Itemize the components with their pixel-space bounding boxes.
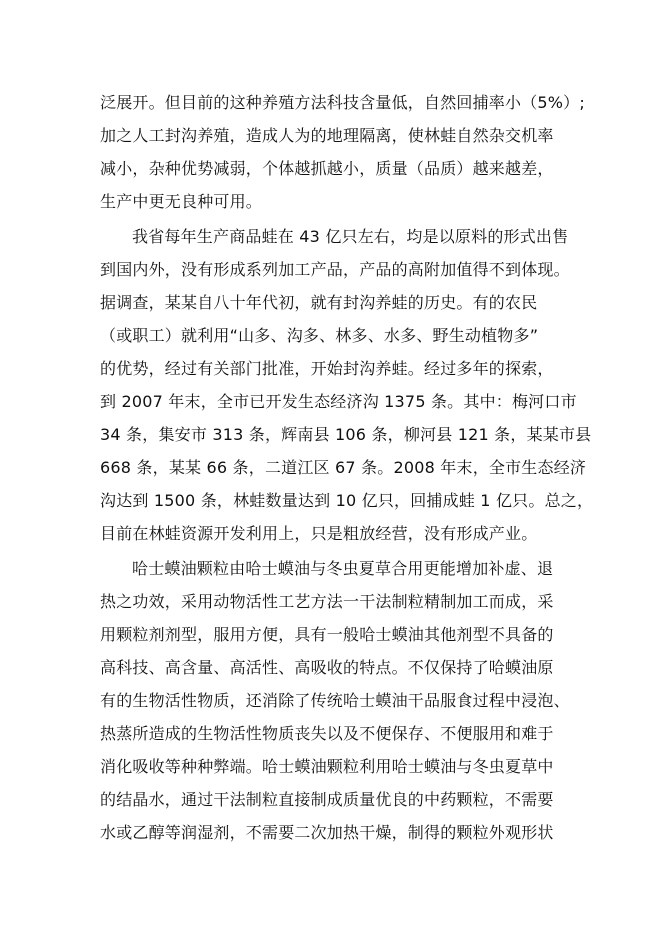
text-line: 34 条，集安市 313 条，辉南县 106 条，柳河县 121 条，某某市县: [100, 425, 592, 444]
text-line: 高科技、高含量、高活性、高吸收的特点。不仅保持了哈蟆油原: [100, 658, 554, 677]
text-line: 生产中更无良种可用。: [100, 192, 263, 211]
text-line: 泛展开。但目前的这种养殖方法科技含量低，自然回捕率小（5%）;: [100, 93, 585, 112]
text-line: 沟达到 1500 条，林蛙数量达到 10 亿只，回捕成蛙 1 亿只。总之，: [100, 491, 594, 510]
text-line: 热蒸所造成的生物活性物质丧失以及不便保存、不便服用和难于: [100, 724, 554, 743]
text-line: 消化吸收等种种弊端。哈士蟆油颗粒利用哈士蟆油与冬虫夏草中: [100, 757, 554, 776]
text-line: 据调查，某某自八十年代初，就有封沟养蛙的历史。有的农民: [100, 293, 538, 312]
text-line: 的优势，经过有关部门批准，开始封沟养蛙。经过多年的探索，: [100, 359, 554, 378]
text-line: 到国内外，没有形成系列加工产品，产品的高附加值得不到体现。: [100, 260, 570, 279]
text-line: 668 条，某某 66 条，二道江区 67 条。2008 年末，全市生态经济: [100, 458, 587, 477]
text-line: 水或乙醇等润湿剂，不需要二次加热干燥，制得的颗粒外观形状: [100, 823, 554, 842]
text-line: 到 2007 年末，全市已开发生态经济沟 1375 条。其中：梅河口市: [100, 392, 577, 411]
text-line: 哈士蟆油颗粒由哈士蟆油与冬虫夏草合用更能增加补虚、退: [132, 559, 554, 578]
text-line: 用颗粒剂剂型，服用方便，具有一般哈士蟆油其他剂型不具备的: [100, 625, 554, 644]
text-line: 目前在林蛙资源开发利用上，只是粗放经营，没有形成产业。: [100, 524, 538, 543]
text-line: 热之功效，采用动物活性工艺方法一干法制粒精制加工而成，采: [100, 592, 554, 611]
text-line: （或职工）就利用“山多、沟多、林多、水多、野生动植物多”: [100, 326, 539, 345]
text-line: 减小，杂种优势减弱，个体越抓越小，质量（品质）越来越差，: [100, 159, 554, 178]
text-line: 我省每年生产商品蛙在 43 亿只左右，均是以原料的形式出售: [132, 227, 569, 246]
text-line: 有的生物活性物质，还消除了传统哈士蟆油干品服食过程中浸泡、: [100, 691, 570, 710]
text-line: 的结晶水，通过干法制粒直接制成质量优良的中药颗粒，不需要: [100, 790, 554, 809]
text-line: 加之人工封沟养殖，造成人为的地理隔离，使林蛙自然杂交机率: [100, 126, 554, 145]
